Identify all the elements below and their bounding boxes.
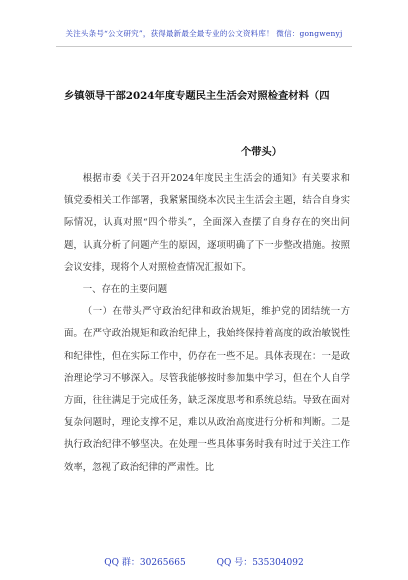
document-body [64, 168, 350, 479]
section-heading: 一、存在的主要问题 [82, 284, 168, 296]
document-title [64, 68, 354, 180]
footer-qq-number: QQ 号：535304092 [216, 558, 304, 568]
title-line-1: 乡镇领导干部2024年度专题民主生活会对照检查材料（四 [64, 90, 330, 102]
paragraph-section-1: （一）在带头严守政治纪律和政治规矩，维护党的团结统一方面。在严守政治规矩和政治纪律上，我始终保持着高度的政治敏锐性和纪律性，但在实际工作中，仍存在一些不足。具体表现在：一是政治理论学习不够深入。尽管我能够按时参加集中学习，但在个人自学方面，往往满足于完成任务，缺乏深度思考和系统总结。导致在面对复杂问题时，理论支撑不足，难以从政治高度进行分析和判断。二是执行政治纪律不够坚决。在处理一些具体事务时我有时过于关注工作效率，忽视了政治纪律的严肃性。比 [64, 306, 350, 473]
header-divider [56, 46, 352, 47]
paragraph-intro: 根据市委《关于召开2024年度民主生活会的通知》有关要求和镇党委相关工作部署，我紧紧围绕本次民主生活会主题，结合自身实际情况，认真对照“四个带头”，全面深入查摆了自身存在的突出问题，认真分析了问题产生的原因，逐项明确了下一步整改措施。按照会议安排，现将个人对照检查情况汇报如下。 [64, 173, 350, 273]
footer-qq-group: QQ 群：30265665 [104, 558, 186, 568]
header-banner: 关注头条号“公文研究”，获得最新最全最专业的公文资料库！ 微信：gongwenyj [65, 29, 343, 38]
footer-contact [0, 555, 408, 568]
title-line-2: 个带头） [240, 146, 282, 158]
